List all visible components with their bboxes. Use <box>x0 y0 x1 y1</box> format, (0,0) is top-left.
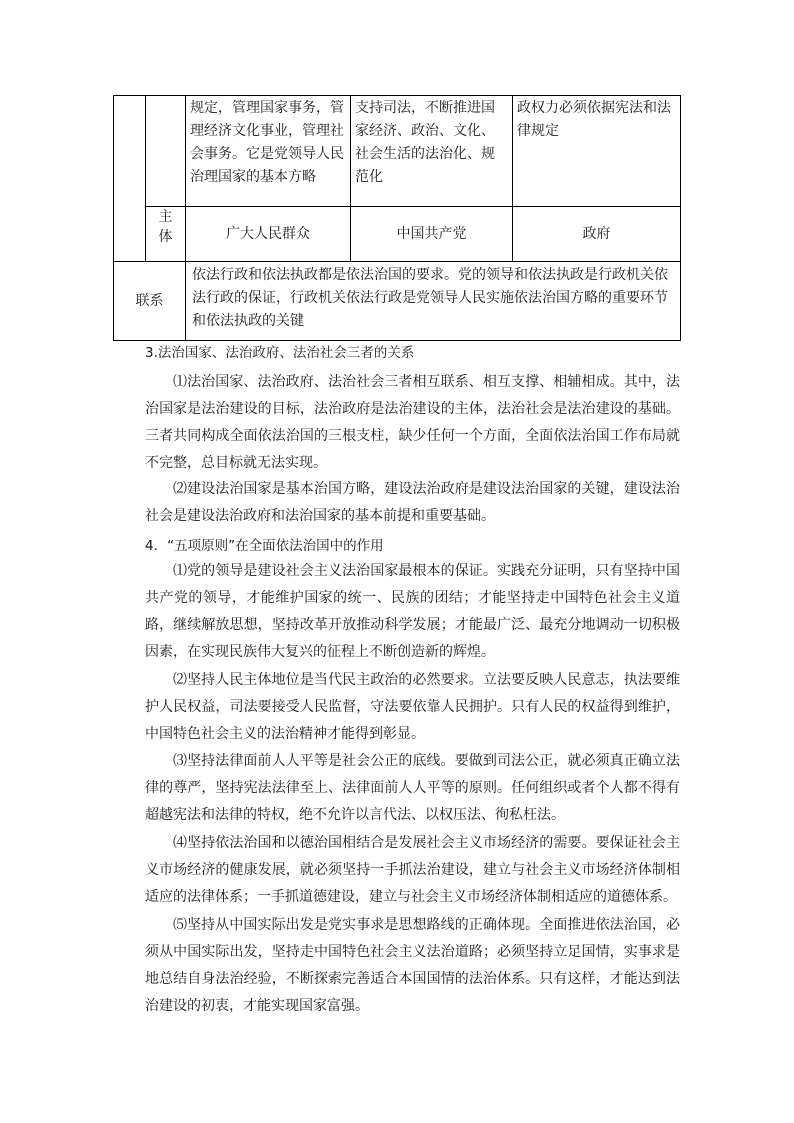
subject-cell-party: 中国共产党 <box>351 207 513 262</box>
section3-paragraph-2: ⑵建设法治国家是基本治国方略，建设法治政府是建设法治国家的关键，建设法治社会是建设法治政府和法治国家的基本前提和重要基础。 <box>145 481 680 524</box>
subject-label-cell <box>146 207 186 262</box>
section4-paragraph-1: ⑴党的领导是建设社会主义法治国家最根本的保证。实践充分证明，只有坚持中国共产党的领导，才能维护国家的统一、民族的团结；才能坚持走中国特色社会主义道路，继续解放思想，坚持改革开放推动科学发展；才能最广泛、最充分地调动一切积极因素，在实现民族伟大复兴的征程上不断创造新的辉煌。 <box>145 563 680 660</box>
section4-heading: 4．“五项原则”在全面依法治国中的作用 <box>145 538 384 554</box>
subject-label-char-1: 主 <box>158 209 173 225</box>
section4-paragraph-3: ⑶坚持法律面前人人平等是社会公正的底线。要做到司法公正，就必须真正确立法律的尊严，坚持宪法法律至上、法律面前人人平等的原则。任何组织或者个人都不得有超越宪法和法律的特权，绝不允许以言代法、以权压法、徇私枉法。 <box>145 753 680 823</box>
link-text-cell: 依法行政和依法执政都是依法治国的要求。党的领导和依法执政是行政机关依法行政的保证，行政机关依法行政是党领导人民实施依法治国方略的重要环节和依法执政的关键 <box>186 262 681 341</box>
section4-paragraph-4: ⑷坚持依法治国和以德治国相结合是发展社会主义市场经济的需要。要保证社会主义市场经济的健康发展，就必须坚持一手抓法治建设，建立与社会主义市场经济体制相适应的法律体系；一手抓道德建设，建立与社会主义市场经济体制相适应的道德体系。 <box>145 835 680 905</box>
section4-paragraph-2: ⑵坚持人民主体地位是当代民主政治的必然要求。立法要反映人民意志，执法要维护人民权益，司法要接受人民监督，守法要依靠人民拥护。只有人民的权益得到维护，中国特色社会主义的法治精神才能得到彰显。 <box>145 672 680 742</box>
table-row-link <box>114 262 681 341</box>
link-label-cell: 联系 <box>114 262 186 341</box>
subject-label-char-2: 体 <box>158 229 173 245</box>
table-cell-blank-1 <box>114 96 146 262</box>
subject-cell-government: 政府 <box>513 207 681 262</box>
table-row-subject <box>114 207 681 262</box>
section3-heading: 3.法治国家、法治政府、法治社会三者的关系 <box>145 345 415 361</box>
table-cell-blank-2 <box>146 96 186 207</box>
comparison-table <box>113 95 681 341</box>
section3-paragraph-1: ⑴法治国家、法治政府、法治社会三者相互联系、相互支撑、相辅相成。其中，法治国家是法治建设的目标，法治政府是法治建设的主体，法治社会是法治建设的基础。三者共同构成全面依法治国的三根支柱，缺少任何一个方面，全面依法治国工作布局就不完整，总目标就无法实现。 <box>145 374 680 471</box>
section4-paragraph-5: ⑸坚持从中国实际出发是党实事求是思想路线的正确体现。全面推进依法治国，必须从中国实际出发，坚持走中国特色社会主义法治道路；必须坚持立足国情，实事求是地总结自身法治经验，不断探索完善适合本国国情的法治体系。只有这样，才能达到法治建设的初衷，才能实现国家富强。 <box>145 917 680 1014</box>
table-row-definition <box>114 96 681 207</box>
table-cell-party-definition: 支持司法，不断推进国家经济、政治、文化、社会生活的法治化、规范化 <box>351 96 513 207</box>
table-cell-government-definition: 政权力必须依据宪法和法律规定 <box>513 96 681 207</box>
subject-cell-people: 广大人民群众 <box>186 207 351 262</box>
table-cell-rule-of-law-definition: 规定，管理国家事务，管理经济文化事业，管理社会事务。它是党领导人民治理国家的基本方略 <box>186 96 351 207</box>
